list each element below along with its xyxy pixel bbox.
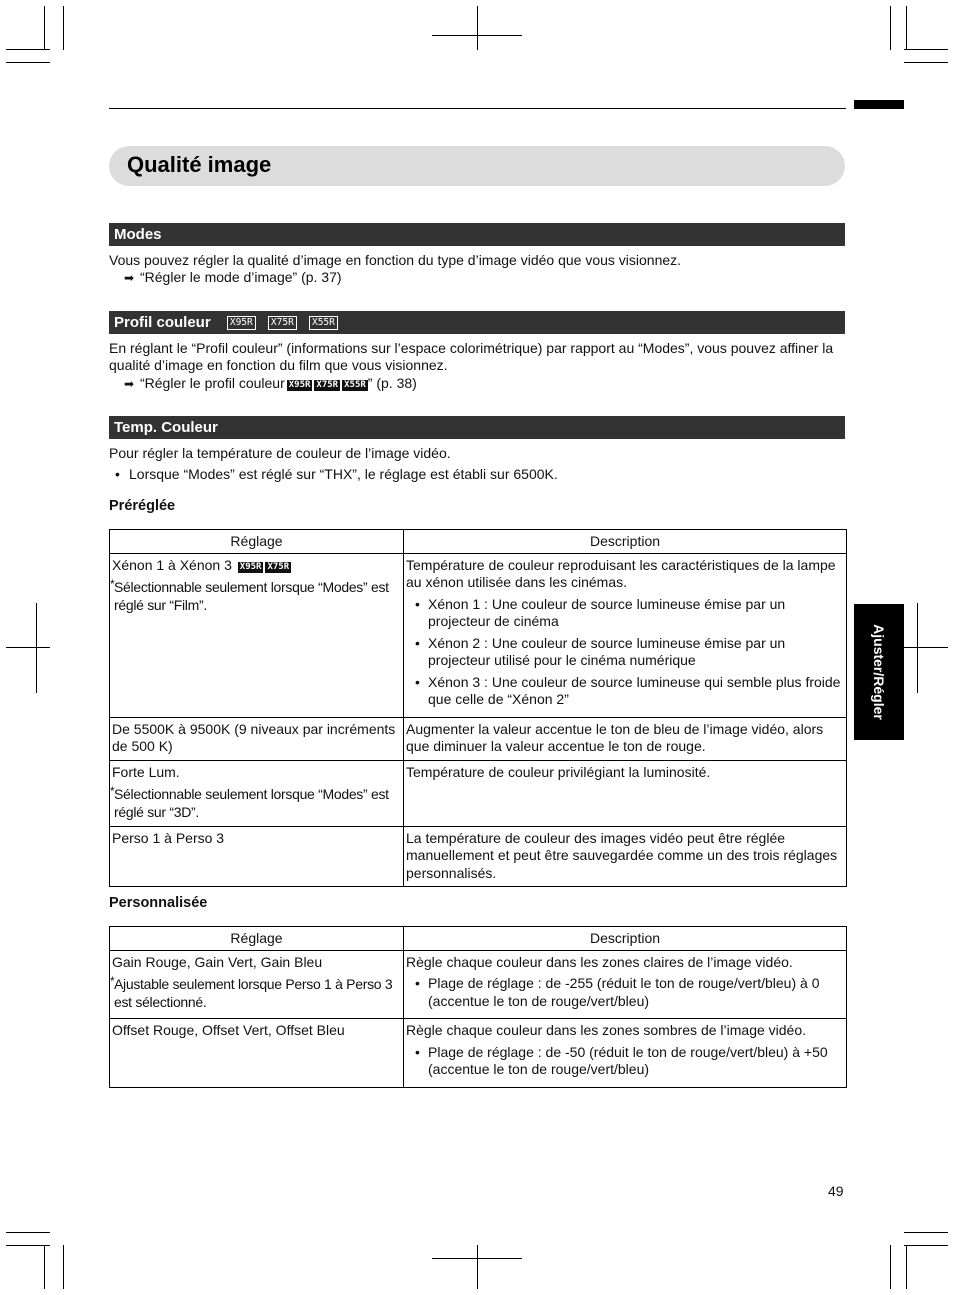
column-header: Réglage — [110, 927, 404, 951]
table-row — [110, 553, 847, 717]
preset-table — [109, 529, 847, 887]
bullet-text: Lorsque “Modes” est réglé sur “THX”, le réglage est établi sur 6500K. — [129, 466, 558, 482]
setting-note: * Sélectionnable seulement lorsque “Modes” est réglé sur “Film”. — [110, 577, 389, 613]
section-title: Profil couleur — [114, 314, 211, 331]
column-header: Description — [404, 927, 847, 951]
side-tab — [854, 604, 904, 740]
arrow-right-icon: ➡ — [124, 377, 135, 391]
model-badge: X95R — [288, 380, 311, 390]
model-badge: X75R — [316, 380, 339, 390]
model-badge: X75R — [268, 316, 297, 330]
setting-note: * Sélectionnable seulement lorsque “Modes” est réglé sur “3D”. — [110, 784, 389, 820]
description-cell — [404, 950, 847, 1019]
header-tab-marker — [854, 100, 904, 109]
reference-link[interactable]: “Régler le mode d’image” (p. 37) — [140, 269, 342, 285]
table-header-row — [110, 530, 847, 554]
section-title: Temp. Couleur — [114, 419, 218, 436]
setting-note: * Ajustable seulement lorsque Perso 1 à Perso 3 est sélectionné. — [110, 974, 393, 1010]
temp-bullet: • Lorsque “Modes” est réglé sur “THX”, le réglage est établi sur 6500K. — [115, 466, 558, 482]
header-rule — [109, 108, 846, 109]
section-title: Modes — [114, 226, 162, 243]
table-row — [110, 1019, 847, 1088]
model-badge: X75R — [267, 561, 290, 572]
description-cell — [404, 1019, 847, 1088]
setting-label: Gain Rouge, Gain Vert, Gain Bleu — [112, 953, 323, 970]
setting-cell: Offset Rouge, Offset Vert, Offset Bleu — [110, 1019, 404, 1088]
section-header-modes — [109, 223, 845, 246]
description-bullets — [406, 1044, 844, 1079]
setting-cell — [110, 760, 404, 826]
custom-table — [109, 926, 847, 1088]
table-row — [110, 826, 847, 887]
section-header-temp — [109, 416, 845, 439]
list-item: • Plage de réglage : de -255 (réduit le ton de rouge/vert/bleu) à 0 (accentue le ton de rouge/vert/bleu) — [428, 975, 844, 1010]
arrow-right-icon: ➡ — [124, 271, 135, 285]
profil-text: En réglant le “Profil couleur” (informations sur l’espace colorimétrique) par rapport au “Modes”, vous pouvez affiner la qualité d’image en fonction du film que vous visionnez. — [109, 340, 834, 373]
setting-cell: De 5500K à 9500K (9 niveaux par incréments de 500 K) — [110, 717, 404, 760]
table-header-row — [110, 927, 847, 951]
table-row — [110, 950, 847, 1019]
model-badge: X95R — [239, 561, 262, 572]
model-badge: X55R — [309, 316, 338, 330]
profil-reference[interactable] — [124, 375, 417, 393]
setting-label: Xénon 1 à Xénon 3 — [112, 556, 232, 573]
description-bullets — [406, 975, 844, 1010]
list-item: • Plage de réglage : de -50 (réduit le ton de rouge/vert/bleu) à +50 (accentue le ton de rouge/vert/bleu) — [428, 1044, 844, 1079]
column-header: Description — [404, 530, 847, 554]
description-cell — [404, 553, 847, 717]
page-title: Qualité image — [127, 152, 272, 177]
description-bullets — [406, 596, 844, 709]
list-item: • Xénon 1 : Une couleur de source lumineuse émise par un projecteur de cinéma — [428, 596, 844, 631]
temp-text: Pour régler la température de couleur de l’image vidéo. — [109, 445, 451, 461]
model-badge: X95R — [227, 316, 256, 330]
description-cell: Température de couleur privilégiant la luminosité. — [404, 760, 847, 826]
setting-cell: Perso 1 à Perso 3 — [110, 826, 404, 887]
page-title-bar — [109, 146, 845, 186]
setting-label: Forte Lum. — [112, 763, 180, 780]
modes-reference[interactable] — [124, 269, 342, 287]
column-header: Réglage — [110, 530, 404, 554]
setting-cell — [110, 553, 404, 717]
setting-cell — [110, 950, 404, 1019]
reference-page: ” (p. 38) — [367, 375, 417, 391]
list-item: • Xénon 3 : Une couleur de source lumineuse qui semble plus froide que celle de “Xénon 2” — [428, 674, 844, 709]
preset-heading: Préréglée — [109, 498, 176, 514]
description-text: Température de couleur reproduisant les caractéristiques de la lampe au xénon utilisée dans les cinémas. — [406, 556, 836, 590]
description-text: Règle chaque couleur dans les zones sombres de l’image vidéo. — [406, 1022, 807, 1038]
description-cell: La température de couleur des images vidéo peut être réglée manuellement et peut être sauvegardée comme un des trois réglages personnalisés. — [404, 826, 847, 887]
page-number: 49 — [828, 1183, 844, 1199]
table-row — [110, 760, 847, 826]
model-badge: X55R — [344, 380, 366, 390]
modes-text: Vous pouvez régler la qualité d’image en fonction du type d’image vidéo que vous visionnez. — [109, 252, 682, 268]
reference-link[interactable]: “Régler le profil couleur — [140, 375, 285, 391]
section-header-profil — [109, 311, 845, 334]
table-row — [110, 717, 847, 760]
description-text: Règle chaque couleur dans les zones claires de l’image vidéo. — [406, 953, 793, 970]
custom-heading: Personnalisée — [109, 895, 208, 911]
description-cell: Augmenter la valeur accentue le ton de bleu de l’image vidéo, alors que diminuer la valeur accentue le ton de rouge. — [404, 717, 847, 760]
list-item: • Xénon 2 : Une couleur de source lumineuse émise par un projecteur utilisé pour le cinéma numérique — [428, 635, 844, 670]
side-tab-label: Ajuster/Régler — [871, 624, 887, 720]
